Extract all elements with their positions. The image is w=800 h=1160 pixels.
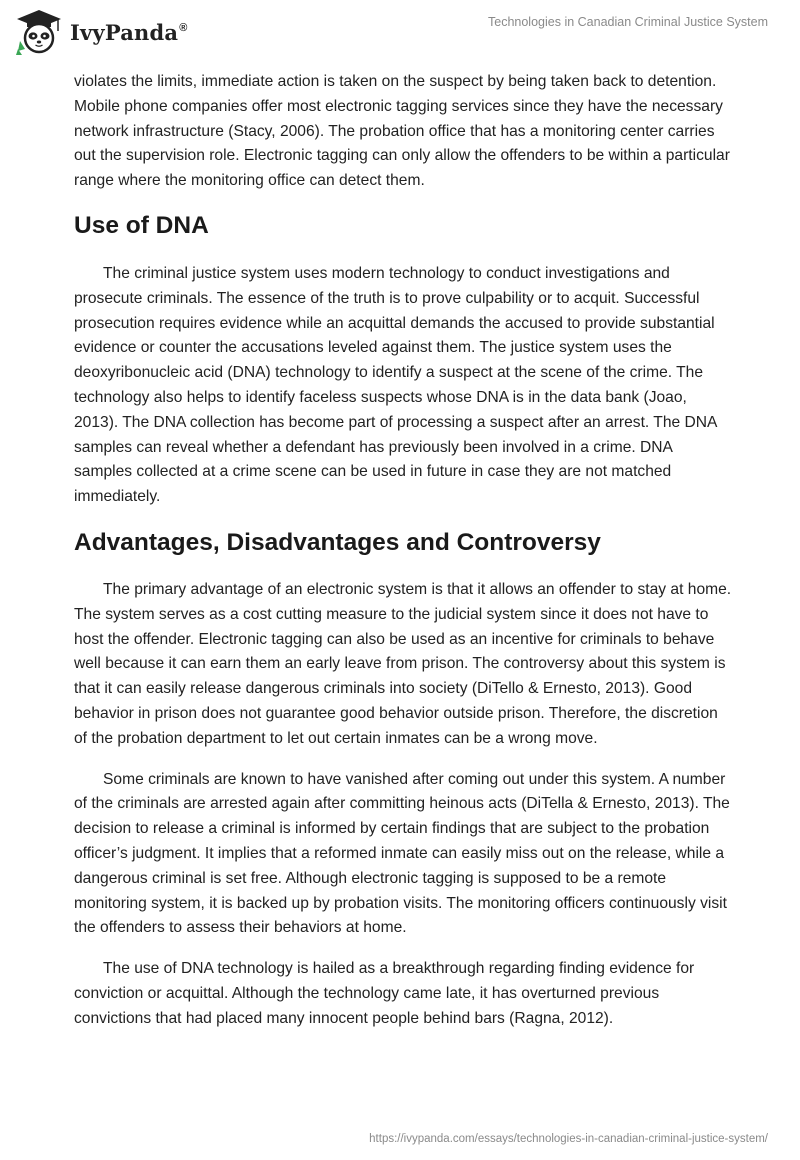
- brand-logo[interactable]: [14, 6, 188, 58]
- panda-graduation-cap-icon: [14, 7, 64, 57]
- page-header: [0, 0, 800, 60]
- advantages-paragraph-1: The primary advantage of an electronic system is that it allows an offender to stay at home. The system serves as a cost cutting measure to the judicial system since it does not have to host the offender. Electronic tagging can also be used as an incentive for criminals to behave well because it can earn them an early leave from prison. The controversy about this system is that it can easily release dangerous criminals into society (DiTello & Ernesto, 2013). Good behavior in prison does not guarantee good behavior outside prison. Therefore, the discretion of the probation department to let out certain inmates can be a wrong move.: [74, 580, 732, 747]
- intro-paragraph: violates the limits, immediate action is taken on the suspect by being taken back to detention. Mobile phone companies offer most electronic tagging services since they have the necessary network infrastructure (Stacy, 2006). The probation office that has a monitoring center carries out the supervision role. Electronic tagging can only allow the offenders to be within a particular range where the monitoring office can detect them.: [74, 73, 730, 190]
- advantages-paragraph-2: Some criminals are known to have vanished after coming out under this system. A number of the criminals are arrested again after committing heinous acts (DiTella & Ernesto, 2013). The decision to release a criminal is informed by certain findings that are subject to the probation officer’s judgment. It implies that a reformed inmate can easily miss out on the release, while a dangerous criminal is set free. Although electronic tagging is supposed to be a remote monitoring system, it is backed up by probation visits. The monitoring officers continuously visit the offenders to assess their behaviors at home.: [74, 770, 730, 937]
- article-body: [74, 70, 734, 1046]
- document-title: Technologies in Canadian Criminal Justice System: [488, 15, 768, 29]
- dna-paragraph: The criminal justice system uses modern technology to conduct investigations and prosecute criminals. The essence of the truth is to prove culpability or to acquit. Successful prosecution requires evidence while an acquittal demands the accused to provide substantial evidence or counter the accusations leveled against them. The justice system uses the deoxyribonucleic acid (DNA) technology to identify a suspect at the scene of the crime. The technology also helps to identify faceless suspects whose DNA is in the data bank (Joao, 2013). The DNA collection has become part of processing a suspect after an arrest. The DNA samples can reveal whether a defendant has previously been involved in a crime. DNA samples collected at a crime scene can be used in future in case they are not matched immediately.: [74, 264, 717, 506]
- section-heading-use-of-dna: Use of DNA: [74, 211, 209, 239]
- advantages-paragraph-3: The use of DNA technology is hailed as a breakthrough regarding finding evidence for conviction or acquittal. Although the technology came late, it has overturned previous convictions that had placed many innocent people behind bars (Ragna, 2012).: [74, 960, 695, 1027]
- section-heading-advantages: Advantages, Disadvantages and Controversy: [74, 528, 601, 556]
- footer-url-link[interactable]: https://ivypanda.com/essays/technologies-in-canadian-criminal-justice-system/: [369, 1133, 768, 1145]
- brand-name: IvyPanda®: [70, 19, 188, 45]
